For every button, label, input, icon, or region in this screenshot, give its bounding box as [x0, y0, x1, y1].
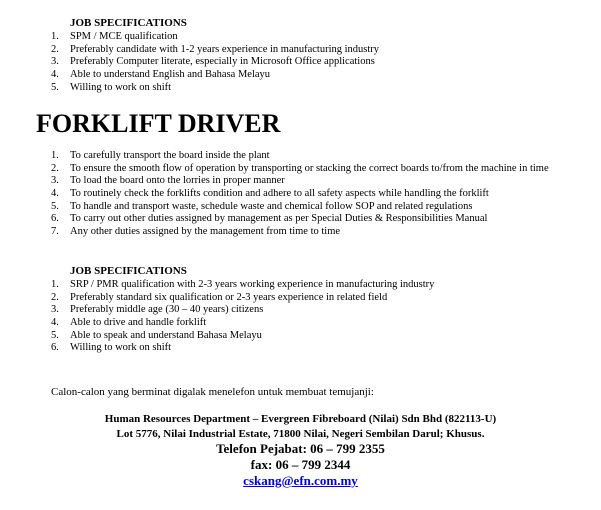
list-item-number: 2. [51, 43, 59, 55]
list-item-number: 7. [51, 226, 59, 238]
list-item-text: Able to speak and understand Bahasa Melayu [70, 329, 262, 341]
list-item-text: Preferably standard six qualification or 2-3 years experience in related field [70, 291, 388, 303]
list-item-text: To load the board onto the lorries in proper manner [70, 175, 285, 187]
list-item-text: Any other duties assigned by the management from time to time [70, 226, 341, 238]
list-item-number: 4. [51, 69, 59, 81]
list-item-text: Preferably Computer literate, especially in Microsoft Office applications [70, 56, 375, 68]
email-line [0, 473, 601, 489]
list-item-text: To carry out other duties assigned by management as per Special Duties & Responsibilities Manual [70, 213, 488, 225]
list-item-number: 1. [51, 150, 59, 161]
job-specifications-heading-2: JOB SPECIFICATIONS [70, 265, 187, 277]
fax-number: fax: 06 – 799 2344 [250, 457, 351, 472]
list-item-text: Able to drive and handle forklift [70, 317, 207, 329]
list-item-text: To routinely check the forklifts condition and adhere to all safety aspects while handling the forklift [70, 188, 489, 200]
list-item-number: 4. [51, 317, 59, 329]
list-item-number: 6. [51, 342, 59, 354]
list-item-text: To ensure the smooth flow of operation by transporting or stacking the correct boards to/from the machine in time [70, 162, 549, 174]
list-item-number: 2. [51, 162, 59, 174]
job-specifications-heading-1: JOB SPECIFICATIONS [70, 17, 187, 29]
list-item-number: 3. [51, 304, 59, 316]
list-item-text: Preferably candidate with 1-2 years experience in manufacturing industry [70, 43, 380, 55]
job-title: FORKLIFT DRIVER [36, 109, 281, 138]
list-item-number: 1. [51, 31, 59, 42]
list-item-number: 3. [51, 175, 59, 187]
list-item-number: 5. [51, 329, 59, 341]
company-address: Lot 5776, Nilai Industrial Estate, 71800 Nilai, Negeri Sembilan Darul; Khusus. [116, 428, 485, 440]
invitation-text: Calon-calon yang berminat digalak menelefon untuk membuat temujanji: [51, 386, 374, 398]
list-item-text: To handle and transport waste, schedule waste and chemical follow SOP and related regulations [70, 200, 473, 212]
list-item-number: 3. [51, 56, 59, 68]
list-item-number: 5. [51, 200, 59, 212]
list-item-text: Willing to work on shift [70, 342, 172, 354]
office-phone: Telefon Pejabat: 06 – 799 2355 [216, 441, 385, 456]
list-item-text: SPM / MCE qualification [70, 31, 178, 42]
list-item-number: 6. [51, 213, 59, 225]
company-name: Human Resources Department – Evergreen Fibreboard (Nilai) Sdn Bhd (822113-U) [104, 413, 497, 425]
list-item-number: 1. [51, 279, 59, 290]
list-item-text: Willing to work on shift [70, 81, 172, 93]
list-item-text: To carefully transport the board inside the plant [70, 150, 270, 161]
email-link[interactable]: cskang@efn.com.my [243, 473, 358, 488]
list-item-number: 2. [51, 291, 59, 303]
list-item-text: Preferably middle age (30 – 40 years) citizens [70, 304, 264, 316]
list-item-text: SRP / PMR qualification with 2-3 years working experience in manufacturing industry [70, 279, 435, 290]
list-item-number: 4. [51, 188, 59, 200]
list-item-number: 5. [51, 81, 59, 93]
list-item-text: Able to understand English and Bahasa Melayu [70, 69, 271, 81]
